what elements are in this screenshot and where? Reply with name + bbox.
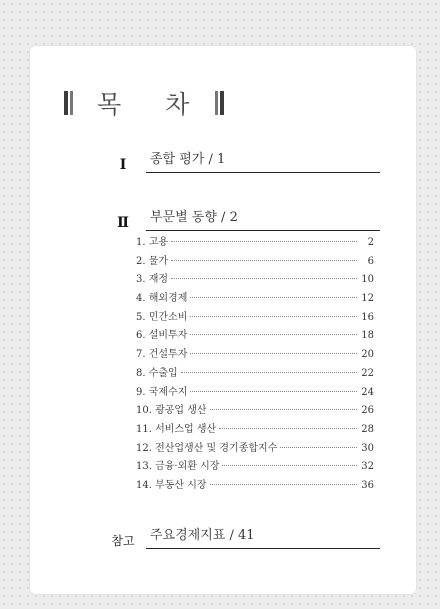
toc-item[interactable]: 8. 수출입 22 [136,367,374,379]
page-title: 목 차 [97,90,208,119]
heading-bars-left-icon [64,91,75,115]
toc-item[interactable]: 11. 서비스업 생산 28 [136,423,374,435]
toc-item[interactable]: 3. 재정 10 [136,274,374,286]
section-number: Ⅱ [117,215,129,231]
toc-item[interactable]: 6. 설비투자 18 [136,330,374,342]
toc-item[interactable]: 7. 건설투자 20 [136,349,374,361]
section-appendix[interactable] [108,524,380,549]
section-number: 참고 [111,534,135,548]
section-title: 종합 평가 / 1 [146,148,380,173]
section-1[interactable] [108,148,380,173]
toc-item[interactable]: 4. 해외경제 12 [136,293,374,305]
toc-item[interactable]: 2. 물가 6 [136,255,374,267]
toc-item[interactable]: 12. 전산업생산 및 경기종합지수 30 [136,442,374,454]
section-title: 주요경제지표 / 41 [146,524,380,549]
toc-item-list [136,233,374,495]
heading-bars-right-icon [215,91,226,115]
document-page [30,46,416,594]
toc-heading [64,88,226,118]
section-number: Ⅰ [119,157,127,173]
toc-item[interactable]: 13. 금융·외환 시장 32 [136,461,374,473]
toc-item[interactable]: 5. 민간소비 16 [136,311,374,323]
toc-item[interactable]: 10. 광공업 생산 26 [136,405,374,417]
toc-item[interactable]: 9. 국제수지 24 [136,386,374,398]
toc-item[interactable]: 1. 고용 2 [136,237,374,248]
section-2[interactable] [108,206,380,231]
toc-item[interactable]: 14. 부동산 시장 36 [136,479,374,491]
section-title: 부문별 동향 / 2 [146,206,380,231]
